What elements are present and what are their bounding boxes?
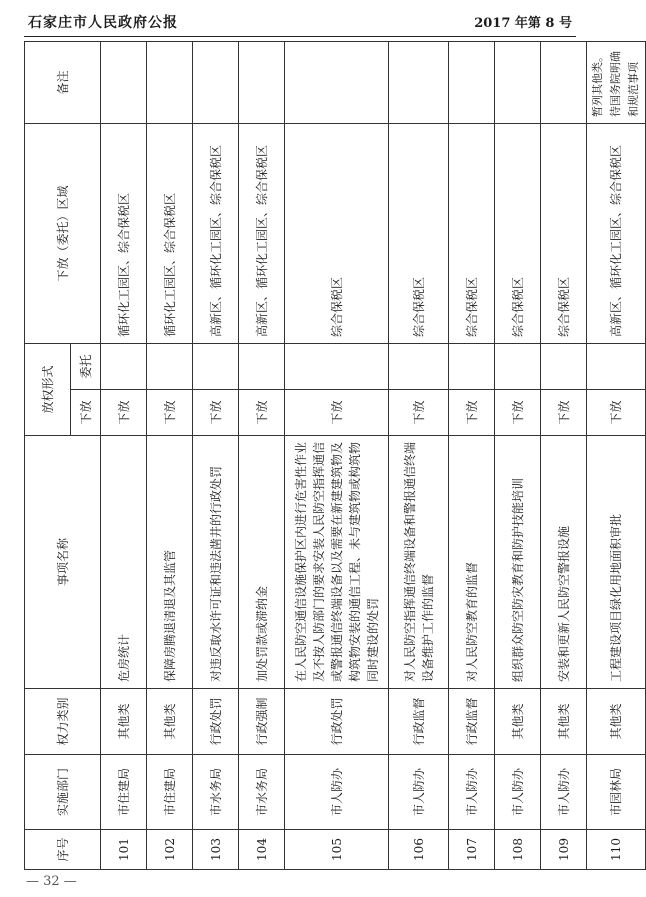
cell-seq: 110 xyxy=(587,830,646,870)
cell-down: 下放 xyxy=(285,390,389,436)
cell-region: 综合保税区 xyxy=(389,123,449,343)
cell-down: 下放 xyxy=(495,390,541,436)
cell-item-name: 加处罚款或滞纳金 xyxy=(239,436,285,689)
table-row xyxy=(147,41,193,869)
cell-region: 综合保税区 xyxy=(449,123,495,343)
cell-entrust xyxy=(193,343,239,389)
cell-dept: 市人防办 xyxy=(541,755,587,830)
cell-type: 行政监督 xyxy=(449,689,495,755)
cell-note xyxy=(239,41,285,123)
cell-seq: 103 xyxy=(193,830,239,870)
cell-note xyxy=(147,41,193,123)
cell-dept: 市住建局 xyxy=(147,755,193,830)
header-seq: 序号 xyxy=(25,830,101,870)
table-row xyxy=(449,41,495,869)
cell-entrust xyxy=(285,343,389,389)
cell-note xyxy=(101,41,147,123)
cell-type: 其他类 xyxy=(495,689,541,755)
cell-item-name: 对违反取水许可证和违法凿井的行政处罚 xyxy=(193,436,239,689)
cell-dept: 市人防办 xyxy=(389,755,449,830)
cell-seq: 106 xyxy=(389,830,449,870)
cell-dept: 市园林局 xyxy=(587,755,646,830)
cell-down: 下放 xyxy=(193,390,239,436)
cell-down: 下放 xyxy=(239,390,285,436)
cell-down: 下放 xyxy=(389,390,449,436)
cell-seq: 108 xyxy=(495,830,541,870)
table-row xyxy=(541,41,587,869)
cell-item-name: 对人民防空教育的监督 xyxy=(449,436,495,689)
cell-entrust xyxy=(239,343,285,389)
cell-type: 其他类 xyxy=(587,689,646,755)
cell-entrust xyxy=(495,343,541,389)
cell-seq: 104 xyxy=(239,830,285,870)
table-row xyxy=(495,41,541,869)
header-divider xyxy=(24,36,576,37)
cell-item-name: 在人民防空通信设施保护区内进行危害性作业及不按人防部门的要求安装人民防空指挥通信或警报通信终端设备以及需要在新建建筑物及构筑物安装的通信工程、未与建筑物或构筑物同时建设的处罚 xyxy=(285,436,389,689)
cell-note: 暂列其他类。待国务院明确和规范事项 xyxy=(587,41,646,123)
cell-note xyxy=(285,41,389,123)
cell-note xyxy=(193,41,239,123)
cell-note xyxy=(389,41,449,123)
cell-note xyxy=(495,41,541,123)
cell-type: 其他类 xyxy=(101,689,147,755)
cell-down: 下放 xyxy=(101,390,147,436)
cell-item-name: 安装和更新人民防空警报设施 xyxy=(541,436,587,689)
cell-seq: 101 xyxy=(101,830,147,870)
cell-region: 综合保税区 xyxy=(285,123,389,343)
cell-dept: 市住建局 xyxy=(101,755,147,830)
cell-item-name: 工程建设项目绿化用地面积审批 xyxy=(587,436,646,689)
header-item-name: 事项名称 xyxy=(25,436,101,689)
cell-seq: 102 xyxy=(147,830,193,870)
cell-item-name: 危房统计 xyxy=(101,436,147,689)
header-form-down: 下放 xyxy=(71,390,101,436)
publication-title: 石家庄市人民政府公报 xyxy=(28,15,178,31)
page-number: — 32 — xyxy=(26,874,77,889)
cell-down: 下放 xyxy=(147,390,193,436)
cell-dept: 市人防办 xyxy=(449,755,495,830)
cell-down: 下放 xyxy=(541,390,587,436)
cell-entrust xyxy=(101,343,147,389)
cell-note xyxy=(449,41,495,123)
cell-region: 高新区、循环化工园区、综合保税区 xyxy=(239,123,285,343)
table-row xyxy=(239,41,285,869)
table-header-row xyxy=(25,41,71,869)
cell-entrust xyxy=(449,343,495,389)
cell-item-name: 保障房腾退清退及其监管 xyxy=(147,436,193,689)
cell-type: 行政监督 xyxy=(389,689,449,755)
cell-dept: 市人防办 xyxy=(495,755,541,830)
issue-number: 2017 年第 8 号 xyxy=(474,16,572,31)
cell-type: 行政处罚 xyxy=(285,689,389,755)
cell-region: 综合保税区 xyxy=(495,123,541,343)
cell-type: 其他类 xyxy=(147,689,193,755)
table-row xyxy=(389,41,449,869)
header-note: 备注 xyxy=(25,41,101,123)
cell-entrust xyxy=(147,343,193,389)
cell-item-name: 组织群众防空防灾教育和防护技能培训 xyxy=(495,436,541,689)
cell-dept: 市人防办 xyxy=(285,755,389,830)
table-row xyxy=(193,41,239,869)
table-row xyxy=(285,41,389,869)
table-body xyxy=(101,41,646,869)
cell-region: 高新区、循环化工园区、综合保税区 xyxy=(193,123,239,343)
cell-dept: 市水务局 xyxy=(239,755,285,830)
cell-region: 循环化工园区、综合保税区 xyxy=(101,123,147,343)
cell-type: 行政强制 xyxy=(239,689,285,755)
cell-entrust xyxy=(541,343,587,389)
cell-region: 综合保税区 xyxy=(541,123,587,343)
cell-seq: 109 xyxy=(541,830,587,870)
cell-entrust xyxy=(587,343,646,389)
header-region: 下放（委托）区域 xyxy=(25,123,101,343)
cell-down: 下放 xyxy=(587,390,646,436)
delegation-table xyxy=(24,41,646,870)
cell-type: 其他类 xyxy=(541,689,587,755)
header-dept: 实施部门 xyxy=(25,755,101,830)
cell-seq: 107 xyxy=(449,830,495,870)
cell-dept: 市水务局 xyxy=(193,755,239,830)
table-row xyxy=(587,41,646,869)
cell-entrust xyxy=(389,343,449,389)
cell-down: 下放 xyxy=(449,390,495,436)
cell-type: 行政处罚 xyxy=(193,689,239,755)
cell-item-name: 对人民防空指挥通信终端设备和警报通信终端设备维护工作的监督 xyxy=(389,436,449,689)
header-power-type: 权力类别 xyxy=(25,689,101,755)
table-row xyxy=(101,41,147,869)
rotated-table-container xyxy=(24,42,640,870)
cell-note xyxy=(541,41,587,123)
cell-region: 循环化工园区、综合保税区 xyxy=(147,123,193,343)
cell-region: 高新区、循环化工园区、综合保税区 xyxy=(587,123,646,343)
cell-seq: 105 xyxy=(285,830,389,870)
table-viewport xyxy=(24,42,640,870)
header-form: 放权形式 xyxy=(25,343,71,435)
header-form-entrust: 委托 xyxy=(71,343,101,389)
